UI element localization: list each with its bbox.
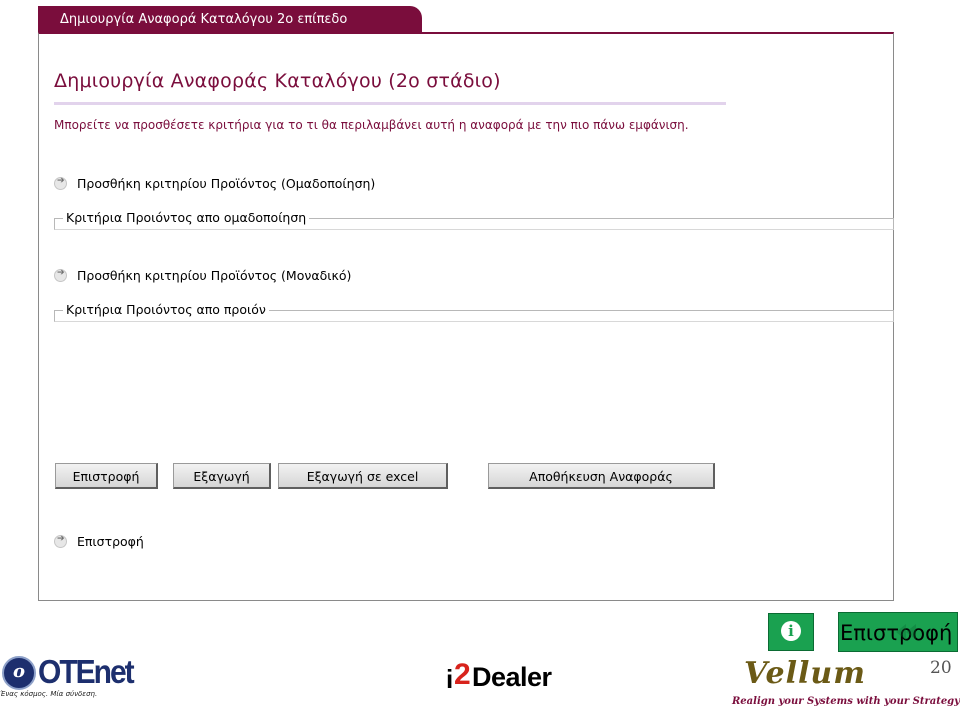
otenet-tagline: Ένας κόσμος. Μία σύνδεση.	[0, 690, 98, 698]
page-subtitle: Μπορείτε να προσθέσετε κριτήρια για το τι θα περιλαμβάνει αυτή η αναφορά με την πιο πάνω εμφάνιση.	[54, 118, 689, 132]
slide-return-label: Επιστροφή	[840, 621, 953, 645]
group-criteria-legend: Κριτήρια Προιόντος απο ομαδοποίηση	[63, 210, 309, 225]
bottom-back-link[interactable]	[54, 534, 144, 549]
vellum-tagline: Realign your Systems with your Strategy	[732, 696, 960, 707]
i2dealer-i: i	[446, 664, 454, 694]
back-button[interactable]: Επιστροφή	[55, 463, 158, 489]
report-frame	[38, 32, 894, 601]
otenet-emblem-letter: o	[13, 661, 26, 682]
arrow-right-icon	[54, 269, 67, 282]
add-product-criterion-label: Προσθήκη κριτηρίου Προϊόντος (Μοναδικό)	[77, 268, 352, 283]
page-title: Δημιουργία Αναφοράς Καταλόγου (2ο στάδιο)	[54, 70, 501, 92]
rewind-icon	[895, 621, 917, 643]
add-group-criterion-link[interactable]	[54, 176, 375, 191]
product-criteria-legend: Κριτήρια Προιόντος απο προιόν	[63, 302, 269, 317]
window-tab	[38, 6, 422, 33]
save-report-button[interactable]: Αποθήκευση Αναφοράς	[488, 463, 715, 489]
otenet-logo	[0, 654, 133, 700]
product-criteria-fieldset	[54, 302, 894, 322]
i2dealer-word: Dealer	[472, 662, 552, 692]
add-group-criterion-label: Προσθήκη κριτηρίου Προϊόντος (Ομαδοποίηση)	[77, 176, 376, 191]
title-divider	[54, 102, 726, 105]
arrow-right-icon	[54, 177, 67, 190]
group-criteria-fieldset	[54, 210, 894, 230]
otenet-wordmark: OTEnet	[38, 654, 133, 691]
slide-return-button[interactable]	[838, 612, 958, 652]
window-tab-title: Δημιουργία Αναφορά Καταλόγου 2ο επίπεδο	[60, 12, 348, 27]
export-button[interactable]: Εξαγωγή	[173, 463, 271, 489]
vellum-wordmark: Vellum	[744, 656, 866, 691]
slide-page-number: 20	[930, 658, 952, 678]
i2dealer-2: 2	[454, 658, 471, 691]
info-icon: i	[781, 621, 801, 641]
arrow-right-icon	[54, 535, 67, 548]
add-product-criterion-link[interactable]	[54, 268, 351, 283]
bottom-back-label: Επιστροφή	[77, 534, 144, 549]
otenet-emblem-icon	[2, 656, 36, 690]
export-excel-button[interactable]: Εξαγωγή σε excel	[278, 463, 448, 489]
info-button[interactable]	[768, 613, 814, 651]
